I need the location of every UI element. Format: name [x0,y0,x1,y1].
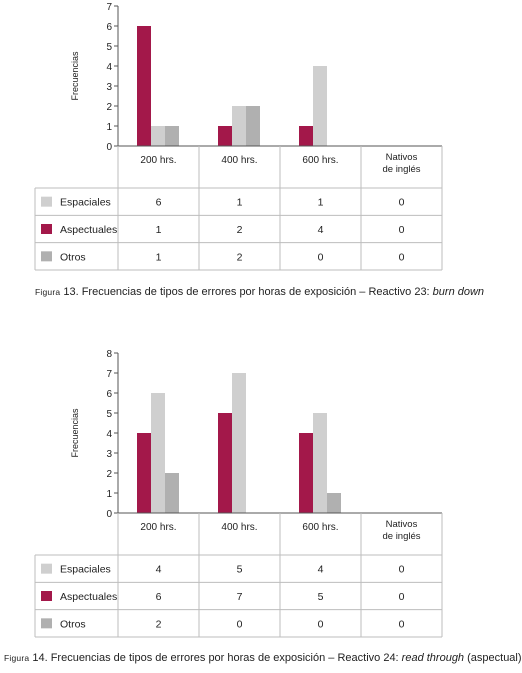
category-label: 600 hrs. [302,155,339,166]
table-value: 0 [398,618,405,631]
caption-italic: read through [401,652,465,664]
table-value: 4 [317,224,324,236]
legend-label-otros: Otros [60,251,86,264]
bar-aspectuales [137,26,151,146]
y-tick-label: 1 [106,122,112,133]
table-value: 1 [155,224,162,236]
table-value: 5 [317,591,324,603]
bar-espaciales [313,413,327,513]
y-tick-label: 5 [106,409,112,420]
y-tick-label: 0 [106,142,112,153]
legend-label-aspectuales: Aspectuales [60,591,118,603]
table-value: 0 [398,563,405,576]
legend-swatch-otros [41,618,52,628]
legend-label-espaciales: Espaciales [60,563,111,576]
bar-espaciales [313,66,327,146]
y-tick-label: 6 [106,22,112,33]
y-axis-label: Frecuencias [70,51,80,101]
table-value: 2 [236,251,243,264]
bar-espaciales [151,126,165,146]
category-label: 200 hrs. [140,155,177,166]
y-tick-label: 7 [106,369,112,380]
legend-label-aspectuales: Aspectuales [60,224,118,236]
caption-text: 13. Frecuencias de tipos de errores por horas de exposición – Reactivo 23: [60,286,433,298]
bar-otros [327,493,341,513]
table-value: 0 [398,251,405,264]
bar-espaciales [232,373,246,513]
y-tick-label: 7 [106,2,112,13]
y-tick-label: 3 [106,82,112,93]
category-label: de inglés [382,531,421,542]
legend-swatch-espaciales [41,564,52,574]
y-axis-label: Frecuencias [70,408,80,458]
category-label: de inglés [382,164,421,175]
legend-swatch-otros [41,251,52,261]
legend-swatch-espaciales [41,197,52,207]
bar-espaciales [151,393,165,513]
table-value: 2 [236,224,243,236]
y-tick-label: 1 [106,489,112,500]
y-tick-label: 2 [106,469,112,480]
bar-aspectuales [137,433,151,513]
y-tick-label: 8 [106,349,112,360]
y-tick-label: 6 [106,389,112,400]
table-value: 5 [236,563,243,576]
table-value: 4 [317,563,324,576]
y-tick-label: 4 [106,62,112,73]
caption-italic: burn down [432,286,485,298]
caption-prefix: Figura [35,287,61,297]
bar-otros [165,126,179,146]
caption-text: 14. Frecuencias de tipos de errores por horas de exposición – Reactivo 24: [29,652,402,664]
legend-swatch-aspectuales [41,224,52,234]
bar-otros [246,106,260,146]
category-label: 200 hrs. [140,522,177,533]
bar-aspectuales [218,413,232,513]
table-value: 0 [317,251,324,264]
bar-aspectuales [299,126,313,146]
y-tick-label: 3 [106,449,112,460]
caption-prefix: Figura [4,653,30,663]
y-tick-label: 2 [106,102,112,113]
bar-espaciales [232,106,246,146]
table-value: 1 [317,196,324,209]
category-label: 600 hrs. [302,522,339,533]
y-tick-label: 0 [106,509,112,520]
table-value: 4 [155,563,162,576]
table-value: 1 [155,251,162,264]
table-value: 0 [398,591,405,603]
table-value: 7 [236,591,243,603]
bar-aspectuales [218,126,232,146]
figure-13 [0,0,489,310]
table-value: 6 [155,591,162,603]
table-value: 0 [398,224,405,236]
y-tick-label: 4 [106,429,112,440]
chart-figure-13 [0,0,489,310]
caption-suffix: (aspectual) [464,652,522,664]
category-label: Nativos [385,152,418,163]
table-value: 2 [155,618,162,631]
bar-aspectuales [299,433,313,513]
category-label: 400 hrs. [221,155,258,166]
table-value: 0 [398,196,405,209]
table-value: 1 [236,196,243,209]
category-label: Nativos [385,519,418,530]
y-tick-label: 5 [106,42,112,53]
bar-otros [165,473,179,513]
legend-label-otros: Otros [60,618,86,631]
table-value: 0 [236,618,243,631]
category-label: 400 hrs. [221,522,258,533]
table-value: 6 [155,196,162,209]
legend-label-espaciales: Espaciales [60,196,111,209]
table-value: 0 [317,618,324,631]
figure-14 [0,345,522,673]
chart-figure-14 [0,345,489,673]
legend-swatch-aspectuales [41,591,52,601]
figure-14-caption [4,652,522,664]
figure-13-caption [35,286,484,298]
